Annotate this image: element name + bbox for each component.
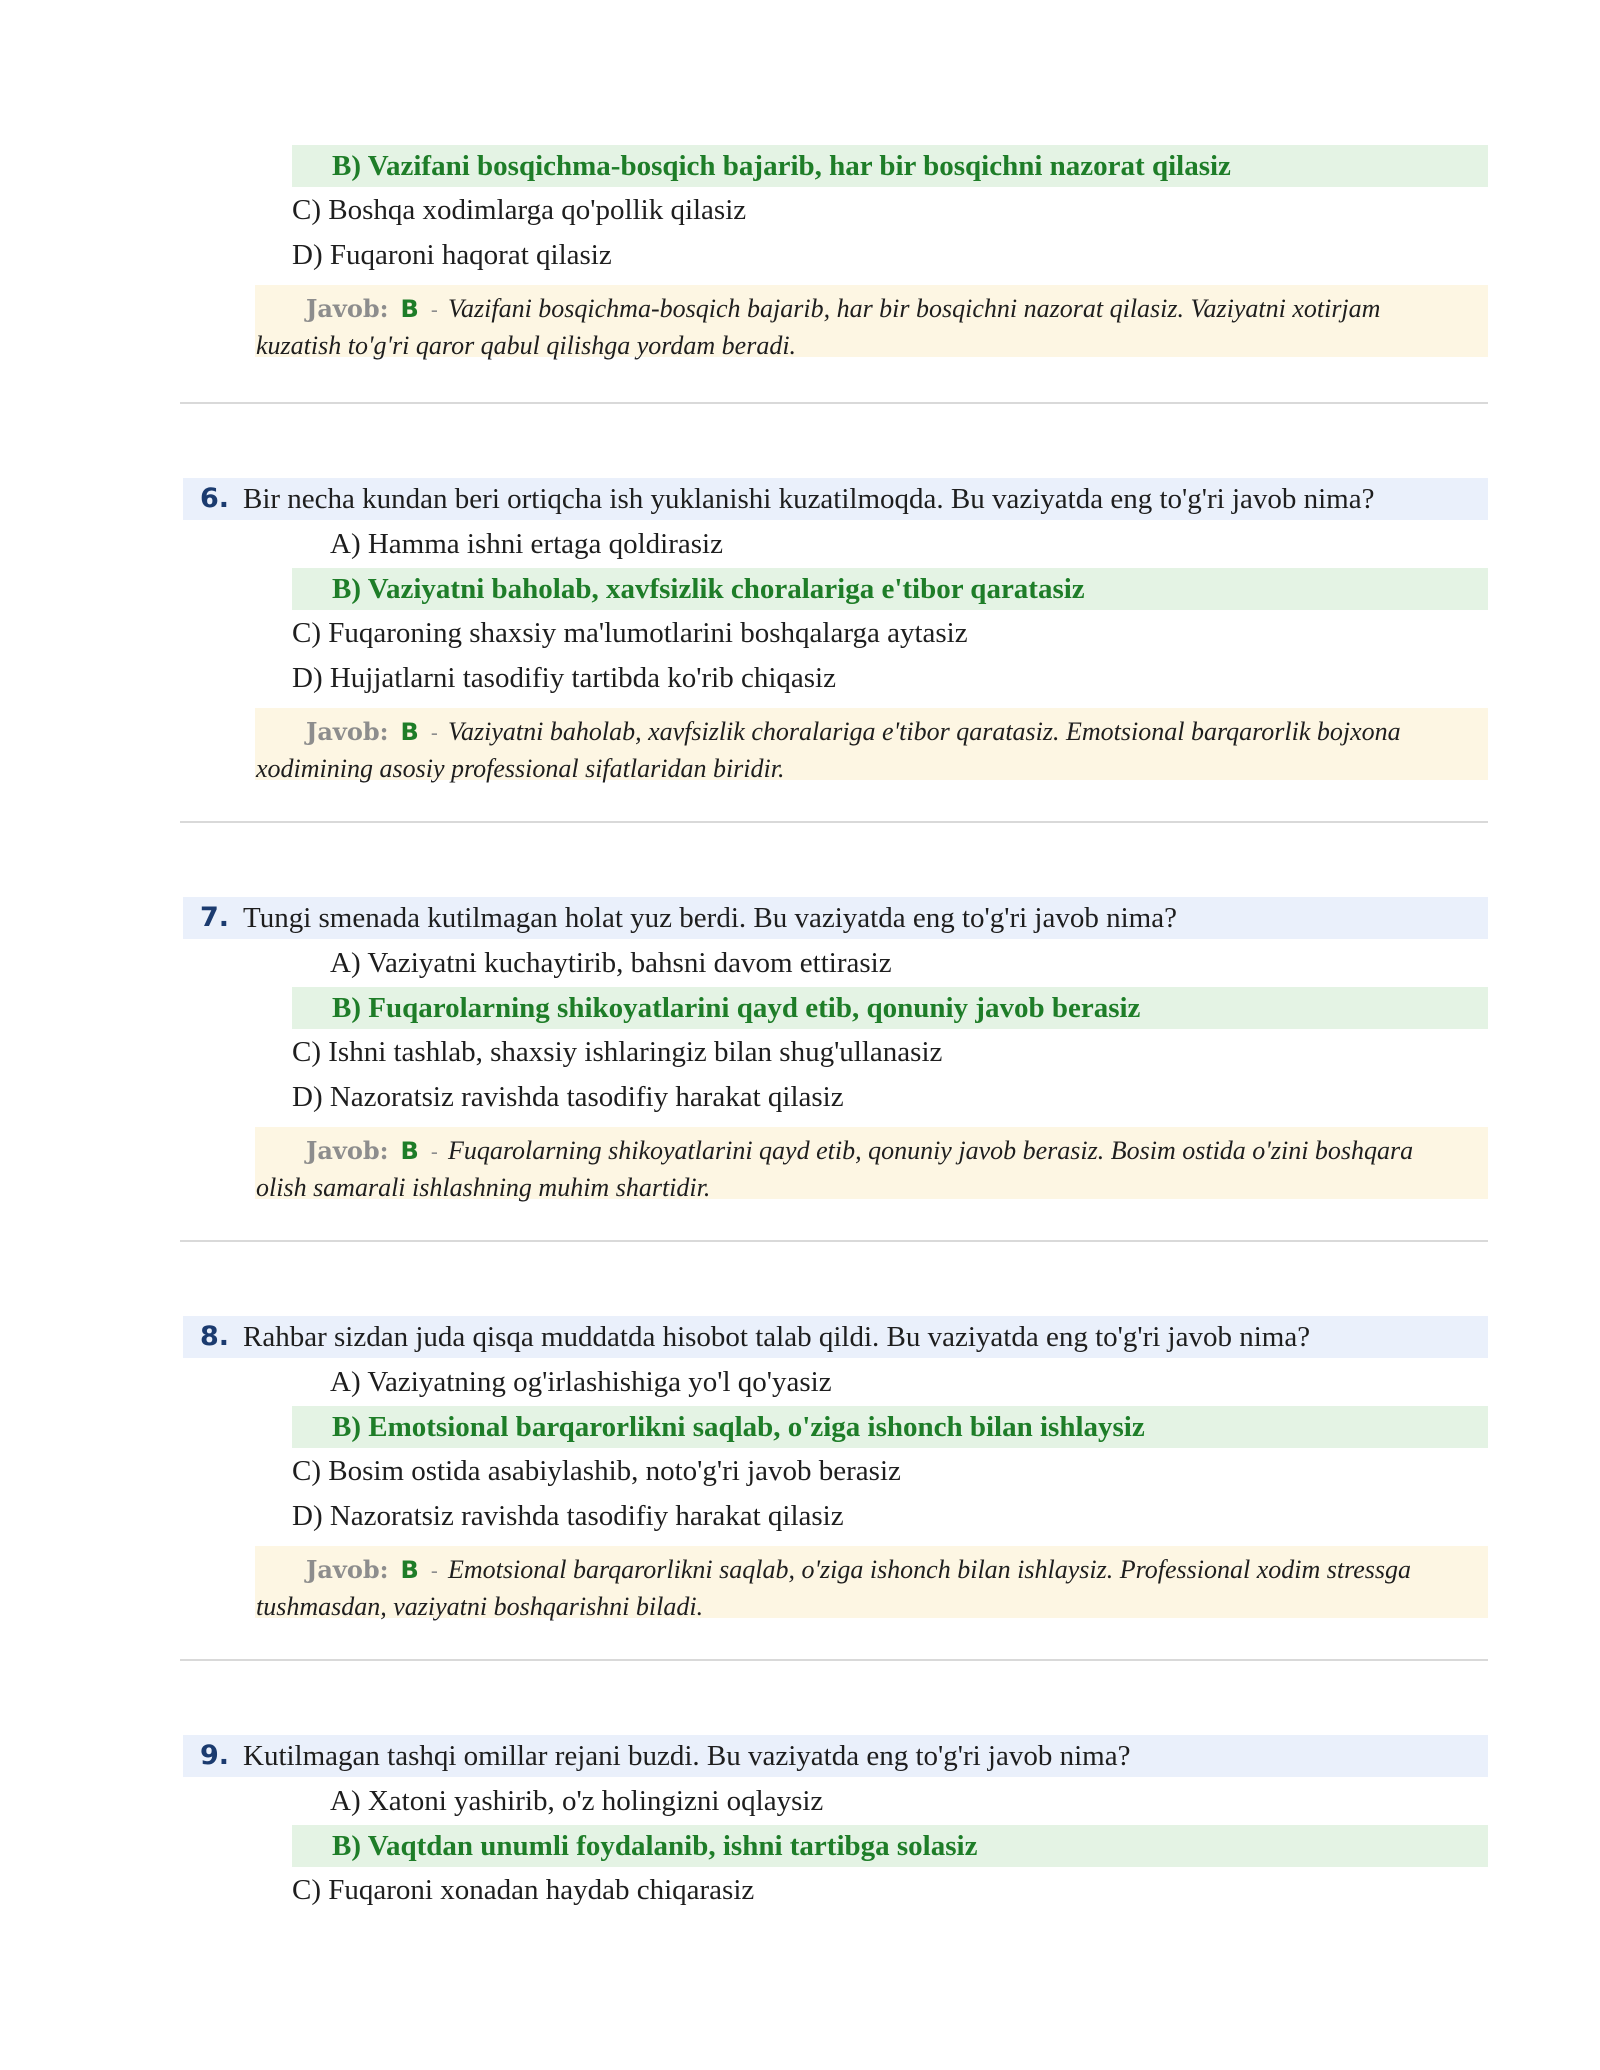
answer-explanation: Vazifani bosqichma-bosqich bajarib, har bir bosqichni nazorat qilasiz. Vaziyatni xotirjam kuzatish to'g'ri qaror qabul qilishga yordam beradi. xyxy=(256,294,1381,360)
option-d: D) Fuqaroni haqorat qilasiz xyxy=(292,239,612,271)
question-text: Tungi smenada kutilmagan holat yuz berdi. Bu vaziyatda eng to'g'ri javob nima? xyxy=(243,902,1177,934)
option-d: D) Nazoratsiz ravishda tasodifiy harakat qilasiz xyxy=(292,1500,844,1532)
answer-label: Javob: xyxy=(306,1136,389,1165)
answer-label: Javob: xyxy=(306,294,389,323)
answer-box xyxy=(255,285,1488,360)
divider xyxy=(180,1240,1488,1242)
question-number: 6. xyxy=(199,483,229,514)
option-d: D) Nazoratsiz ravishda tasodifiy harakat qilasiz xyxy=(292,1081,844,1113)
option-c: C) Fuqaroni xonadan haydab chiqarasiz xyxy=(292,1874,755,1906)
answer-label: Javob: xyxy=(306,717,389,746)
option-a: A) Hamma ishni ertaga qoldirasiz xyxy=(330,528,723,560)
question-header xyxy=(183,478,1488,520)
divider xyxy=(180,1659,1488,1661)
question-number: 9. xyxy=(199,1740,229,1771)
option-b-correct: B) Fuqarolarning shikoyatlarini qayd etib, qonuniy javob berasiz xyxy=(292,987,1488,1029)
answer-dash: - xyxy=(430,1140,439,1164)
question-text: Bir necha kundan beri ortiqcha ish yuklanishi kuzatilmoqda. Bu vaziyatda eng to'g'ri javob nima? xyxy=(243,483,1375,515)
answer-box xyxy=(255,708,1488,783)
question-text: Rahbar sizdan juda qisqa muddatda hisobot talab qildi. Bu vaziyatda eng to'g'ri javob nima? xyxy=(243,1321,1311,1353)
option-a: A) Vaziyatning og'irlashishiga yo'l qo'yasiz xyxy=(330,1366,832,1398)
answer-letter: B xyxy=(400,718,419,746)
question-number: 8. xyxy=(199,1321,229,1352)
answer-label: Javob: xyxy=(306,1555,389,1584)
option-d: D) Hujjatlarni tasodifiy tartibda ko'rib chiqasiz xyxy=(292,662,836,694)
answer-letter: B xyxy=(400,295,419,323)
question-header xyxy=(183,1735,1488,1777)
answer-letter: B xyxy=(400,1556,419,1584)
option-c: C) Boshqa xodimlarga qo'pollik qilasiz xyxy=(292,194,747,226)
question-header xyxy=(183,897,1488,939)
question-number: 7. xyxy=(199,902,229,933)
answer-letter: B xyxy=(400,1137,419,1165)
option-b-correct: B) Vazifani bosqichma-bosqich bajarib, har bir bosqichni nazorat qilasiz xyxy=(292,145,1488,187)
option-c: C) Bosim ostida asabiylashib, noto'g'ri javob berasiz xyxy=(292,1455,901,1487)
answer-explanation: Emotsional barqarorlikni saqlab, o'ziga ishonch bilan ishlaysiz. Professional xodim stressga tushmasdan, vaziyatni boshqarishni biladi. xyxy=(256,1555,1412,1621)
option-b-correct: B) Emotsional barqarorlikni saqlab, o'ziga ishonch bilan ishlaysiz xyxy=(292,1406,1488,1448)
answer-dash: - xyxy=(430,298,439,322)
answer-dash: - xyxy=(430,721,439,745)
answer-explanation: Vaziyatni baholab, xavfsizlik choralariga e'tibor qaratasiz. Emotsional barqarorlik bojxona xodimining asosiy professional sifatlaridan biridir. xyxy=(256,717,1401,783)
question-header xyxy=(183,1316,1488,1358)
answer-box xyxy=(255,1127,1488,1202)
option-b-correct: B) Vaziyatni baholab, xavfsizlik choralariga e'tibor qaratasiz xyxy=(292,568,1488,610)
answer-explanation: Fuqarolarning shikoyatlarini qayd etib, qonuniy javob berasiz. Bosim ostida o'zini boshqara olish samarali ishlashning muhim shartidir. xyxy=(256,1136,1414,1202)
answer-dash: - xyxy=(430,1559,439,1583)
option-c: C) Ishni tashlab, shaxsiy ishlaringiz bilan shug'ullanasiz xyxy=(292,1036,943,1068)
answer-box xyxy=(255,1546,1488,1621)
option-a: A) Xatoni yashirib, o'z holingizni oqlaysiz xyxy=(330,1785,824,1817)
option-c: C) Fuqaroning shaxsiy ma'lumotlarini boshqalarga aytasiz xyxy=(292,617,968,649)
divider xyxy=(180,821,1488,823)
question-text: Kutilmagan tashqi omillar rejani buzdi. Bu vaziyatda eng to'g'ri javob nima? xyxy=(243,1740,1131,1772)
divider xyxy=(180,402,1488,404)
option-a: A) Vaziyatni kuchaytirib, bahsni davom ettirasiz xyxy=(330,947,892,979)
option-b-correct: B) Vaqtdan unumli foydalanib, ishni tartibga solasiz xyxy=(292,1825,1488,1867)
